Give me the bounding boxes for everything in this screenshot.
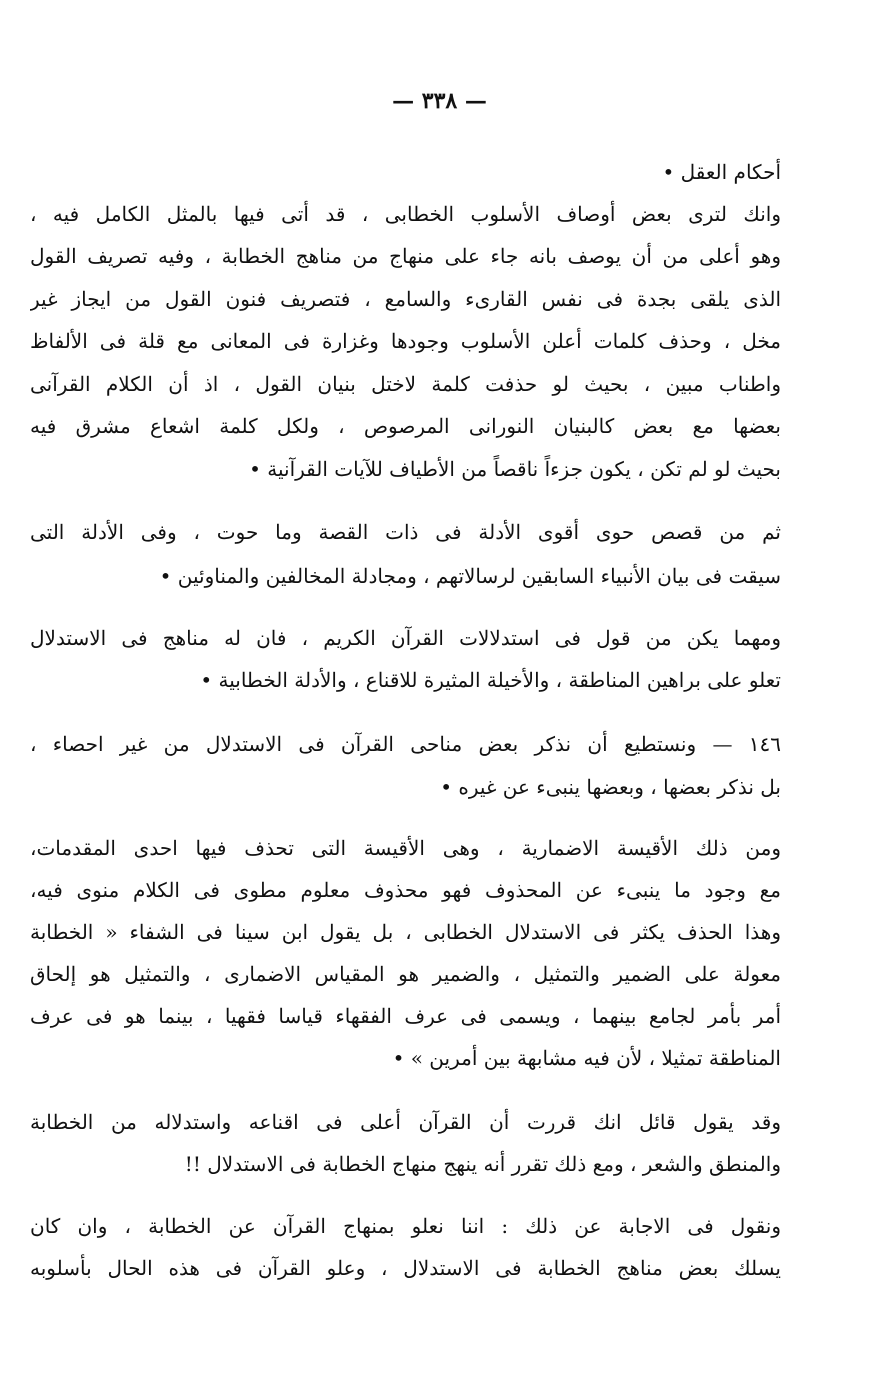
text-line: يسلك بعض مناهج الخطابة فى الاستدلال ، وعلو القرآن فى هذه الحال بأسلوبه	[30, 1256, 781, 1280]
text-line: المناطقة تمثيلا ، لأن فيه مشابهة بين أمرين » •	[392, 1046, 781, 1070]
page-number: — ٣٣٨ —	[392, 88, 487, 114]
text-line: بحيث لو لم تكن ، يكون جزءاً ناقصاً من الأطياف للآيات القرآنية •	[249, 457, 781, 481]
text-line: تعلو على براهين المناطقة ، والأخيلة المثيرة للاقناع ، والأدلة الخطابية •	[200, 668, 781, 692]
text-line: وهذا الحذف يكثر فى الاستدلال الخطابى ، بل يقول ابن سينا فى الشفاء « الخطابة	[30, 920, 781, 944]
text-line: معولة على الضمير والتمثيل ، والضمير هو المقياس الاضمارى ، والتمثيل هو إلحاق	[30, 962, 781, 986]
text-line: بعضها مع بعض كالبنيان النورانى المرصوص ، ولكل كلمة اشعاع مشرق فيه	[30, 414, 781, 438]
text-line: ثم من قصص حوى أقوى الأدلة فى ذات القصة وما حوت ، وفى الأدلة التى	[30, 520, 781, 544]
text-line: وانك لترى بعض أوصاف الأسلوب الخطابى ، قد أتى فيها بالمثل الكامل فيه ،	[30, 202, 781, 226]
text-line: أمر بأمر لجامع بينهما ، ويسمى فى عرف الفقهاء قياسا فقهيا ، بينما هو فى عرف	[30, 1004, 781, 1028]
text-line: ونقول فى الاجابة عن ذلك : اننا نعلو بمنهاج القرآن عن الخطابة ، وان كان	[30, 1214, 781, 1238]
text-line: مخل ، وحذف كلمات أعلن الأسلوب وجودها وغزارة فى المعانى مع قلة فى الألفاظ	[30, 329, 781, 353]
text-line: ومن ذلك الأقيسة الاضمارية ، وهى الأقيسة التى تحذف فيها احدى المقدمات،	[30, 836, 781, 860]
text-line: سيقت فى بيان الأنبياء السابقين لرسالاتهم ، ومجادلة المخالفين والمناوئين •	[159, 564, 781, 588]
text-line: وهو أعلى من أن يوصف بانه جاء على منهاج من مناهج الخطابة ، وفيه تصريف القول	[30, 244, 781, 268]
text-line: والمنطق والشعر ، ومع ذلك تقرر أنه ينهج منهاج الخطابة فى الاستدلال !!	[184, 1152, 781, 1176]
text-line: ومهما يكن من قول فى استدلالات القرآن الكريم ، فان له مناهج فى الاستدلال	[30, 626, 781, 650]
text-line: ١٤٦ — ونستطيع أن نذكر بعض مناحى القرآن فى الاستدلال من غير احصاء ،	[30, 732, 781, 756]
text-line: واطناب مبين ، بحيث لو حذفت كلمة لاختل بنيان القول ، اذ أن الكلام القرآنى	[30, 372, 781, 396]
text-line: وقد يقول قائل انك قررت أن القرآن أعلى فى اقناعه واستدلاله من الخطابة	[30, 1110, 781, 1134]
text-line: مع وجود ما ينبىء عن المحذوف فهو محذوف معلوم مطوى فى الكلام منوى فيه،	[30, 878, 781, 902]
text-line: بل نذكر بعضها ، وبعضها ينبىء عن غيره •	[440, 775, 781, 799]
text-line: الذى يلقى بجدة فى نفس القارىء والسامع ، فتصريف فنون القول من ايجاز غير	[30, 287, 781, 311]
text-line: أحكام العقل •	[662, 160, 781, 184]
